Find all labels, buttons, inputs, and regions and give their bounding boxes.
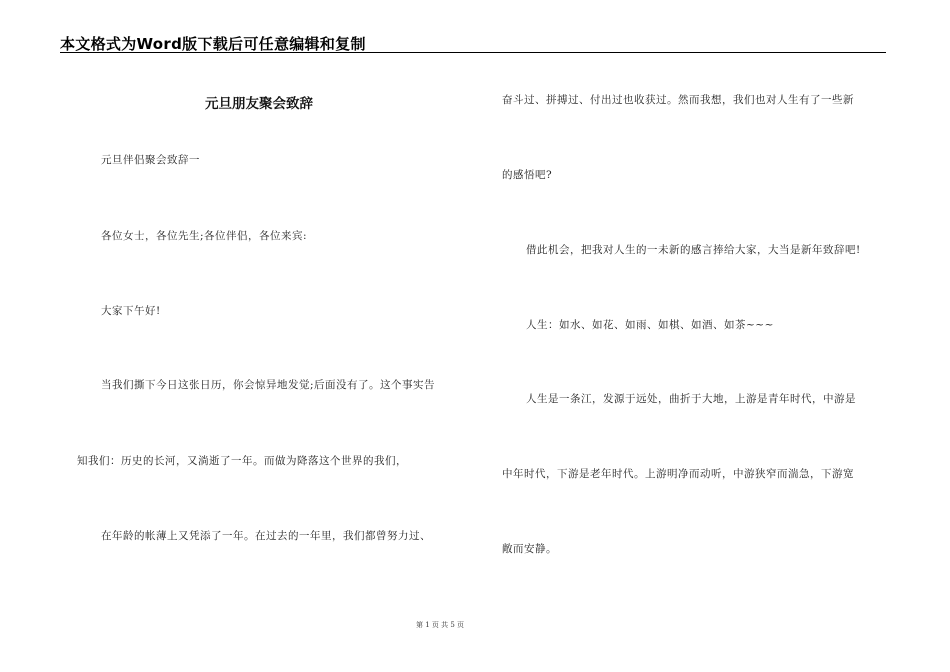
paragraph-line: 在年龄的帐薄上又凭添了一年。在过去的一年里，我们都曾努力过、 [101,530,431,542]
paragraph-line: 大家下午好! [101,305,161,317]
paragraph-line: 元旦伴侣聚会致辞一 [101,154,200,166]
paragraph-line: 奋斗过、拼搏过、付出过也收获过。然而我想，我们也对人生有了一些新 [502,94,854,106]
page-header-title: 本文格式为Word版下载后可任意编辑和复制 [60,35,366,53]
paragraph-line: 知我们：历史的长河，又淌逝了一年。而做为降落这个世界的我们， [77,455,407,467]
document-title: 元旦朋友聚会致辞 [205,96,313,112]
paragraph-line: 中年时代，下游是老年时代。上游明净而动听，中游狭窄而湍急，下游宽 [502,468,854,480]
paragraph-line: 借此机会，把我对人生的一未新的感言捧给大家，大当是新年致辞吧! [526,244,861,256]
paragraph-line: 敞而安静。 [502,543,557,555]
paragraph-line: 人生是一条江，发源于远处，曲折于大地，上游是青年时代，中游是 [526,393,856,405]
paragraph-line: 的感悟吧? [502,169,553,181]
paragraph-line: 当我们撕下今日这张日历，你会惊异地发觉;后面没有了。这个事实告 [101,379,436,391]
paragraph-line: 各位女士，各位先生;各位伴侣，各位来宾: [101,230,308,242]
paragraph-line: 人生：如水、如花、如雨、如棋、如酒、如茶~~~ [526,319,774,331]
page-footer: 第 1 页 共 5 页 [415,621,465,629]
